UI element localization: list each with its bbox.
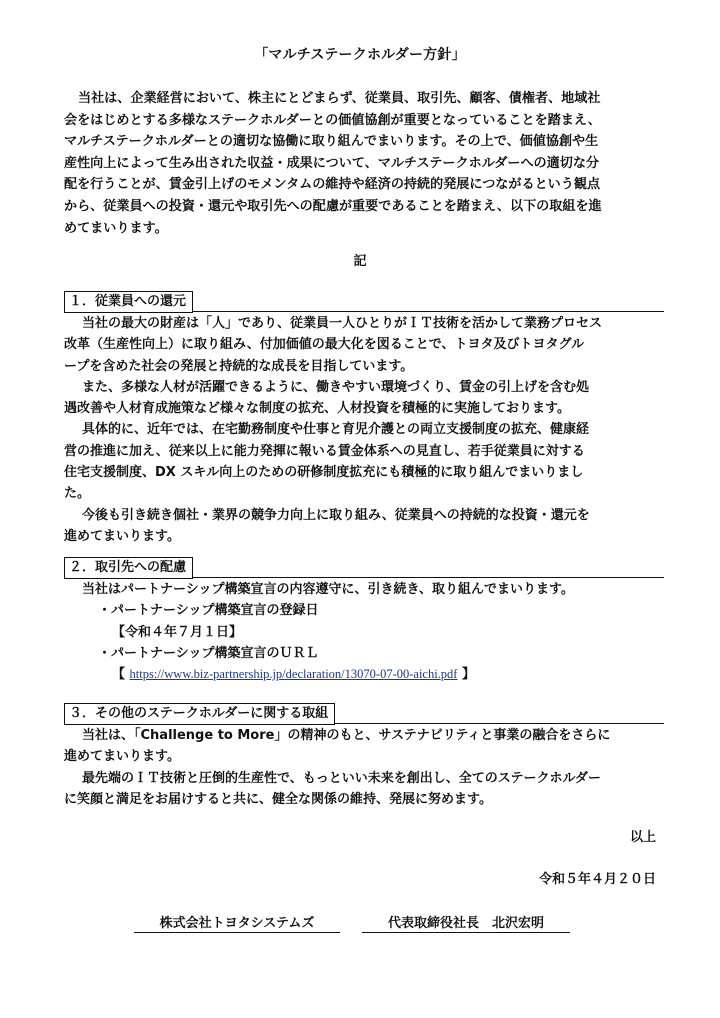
- section-heading: ３．その他のステークホルダーに関する取組: [64, 703, 335, 725]
- intro-line: 会をはじめとする多様なステークホルダーとの価値協創が重要となっていることを踏まえ、: [64, 112, 601, 128]
- body-line: に笑顔と満足をお届けすると共に、健全な関係の維持、発展に努めます。: [64, 791, 492, 807]
- registration-date: 【令和４年７月１日】: [112, 624, 243, 640]
- section-body: [64, 725, 668, 810]
- body-line: 遇改善や人材育成施策など様々な制度の拡充、人材投資を積極的に実施しております。: [64, 401, 570, 417]
- body-line: 住宅支援制度、DX スキル向上のための研修制度拡充にも積極的に取り組んでまいりまし: [64, 465, 584, 481]
- body-line: 当社はパートナーシップ構築宣言の内容遵守に、引き続き、取り組んでまいります。: [82, 582, 574, 597]
- intro-line: 産性向上によって生み出された収益・成果について、マルチステークホルダーへの適切な分: [64, 155, 600, 171]
- body-line: ・パートナーシップ構築宣言の登録日: [98, 603, 319, 619]
- url-line: [64, 664, 668, 685]
- intro-line: マルチステークホルダーとの適切な協働に取り組んでまいります。その上で、価値協創や生: [64, 134, 599, 150]
- body-line: 今後も引き続き個社・業界の競争力向上に取り組み、従業員への持続的な投資・還元を: [82, 507, 590, 523]
- body-line: 具体的に、近年では、在宅勤務制度や仕事と育児介護との両立支援制度の拡充、健康経: [82, 422, 590, 438]
- signature-representative: 代表取締役社長 北沢宏明: [362, 912, 570, 933]
- body-line: ープを含めた社会の発展と持続的な成長を目指しています。: [64, 358, 414, 374]
- section-employees: [64, 290, 668, 547]
- body-line: また、多様な人材が活躍できるように、働きやすい環境づくり、賃金の引上げを含む処: [82, 379, 590, 395]
- section-heading: １．従業員への還元: [64, 291, 193, 313]
- body-line: 当社の最大の財産は「人」であり、従業員一人ひとりがＩＴ技術を活かして業務プロセス: [82, 316, 603, 331]
- body-line: 改革（生産性向上）に取り組み、付加価値の最大化を図ることで、トヨタ及びトヨタグル: [64, 337, 585, 353]
- document-date: 令和５年４月２０日: [538, 872, 656, 887]
- intro-line: 当社は、企業経営において、株主にとどまらず、従業員、取引先、顧客、債権者、地域社: [78, 91, 601, 106]
- intro-line: めてまいります。: [64, 220, 168, 236]
- body-line: ・パートナーシップ構築宣言のＵＲＬ: [98, 645, 319, 661]
- body-line: 最先端のＩＴ技術と圧倒的生産性で、もっといい未来を創出し、全てのステークホルダー: [82, 770, 601, 786]
- section-other-stakeholders: [64, 702, 668, 810]
- section-partners: [64, 556, 668, 685]
- section-heading: ２．取引先への配慮: [64, 557, 193, 579]
- intro-paragraph: [64, 88, 664, 239]
- body-line: た。: [64, 486, 91, 502]
- declaration-url-link[interactable]: https://www.biz-partnership.jp/declaration/13070-07-00-aichi.pdf: [129, 667, 458, 682]
- body-line: 当社は、「Challenge to More」の精神のもと、サステナビリティと事業の融合をさらに: [82, 728, 611, 743]
- body-line: 進めてまいります。: [64, 528, 180, 544]
- intro-line: 配を行うことが、賃金引上げのモメンタムの維持や経済の持続的発展につながるという観点: [64, 177, 601, 193]
- intro-line: から、従業員への投資・還元や取引先への配慮が重要であることを踏まえ、以下の取組を進: [64, 198, 602, 214]
- closing-mark: 以上: [629, 830, 656, 845]
- document-title: 「マルチステークホルダー方針」: [254, 47, 466, 63]
- body-line: 営の推進に加え、従来以上に能力発揮に報いる賃金体系への見直し、若手従業員に対する: [64, 443, 585, 459]
- bracket-open: 【: [112, 667, 126, 683]
- bracket-close: 】: [462, 667, 476, 683]
- signature-company: 株式会社トヨタシステムズ: [134, 912, 340, 933]
- section-body: [64, 579, 668, 685]
- section-body: [64, 313, 668, 547]
- ki-marker: 記: [353, 254, 367, 269]
- body-line: 進めてまいります。: [64, 749, 180, 765]
